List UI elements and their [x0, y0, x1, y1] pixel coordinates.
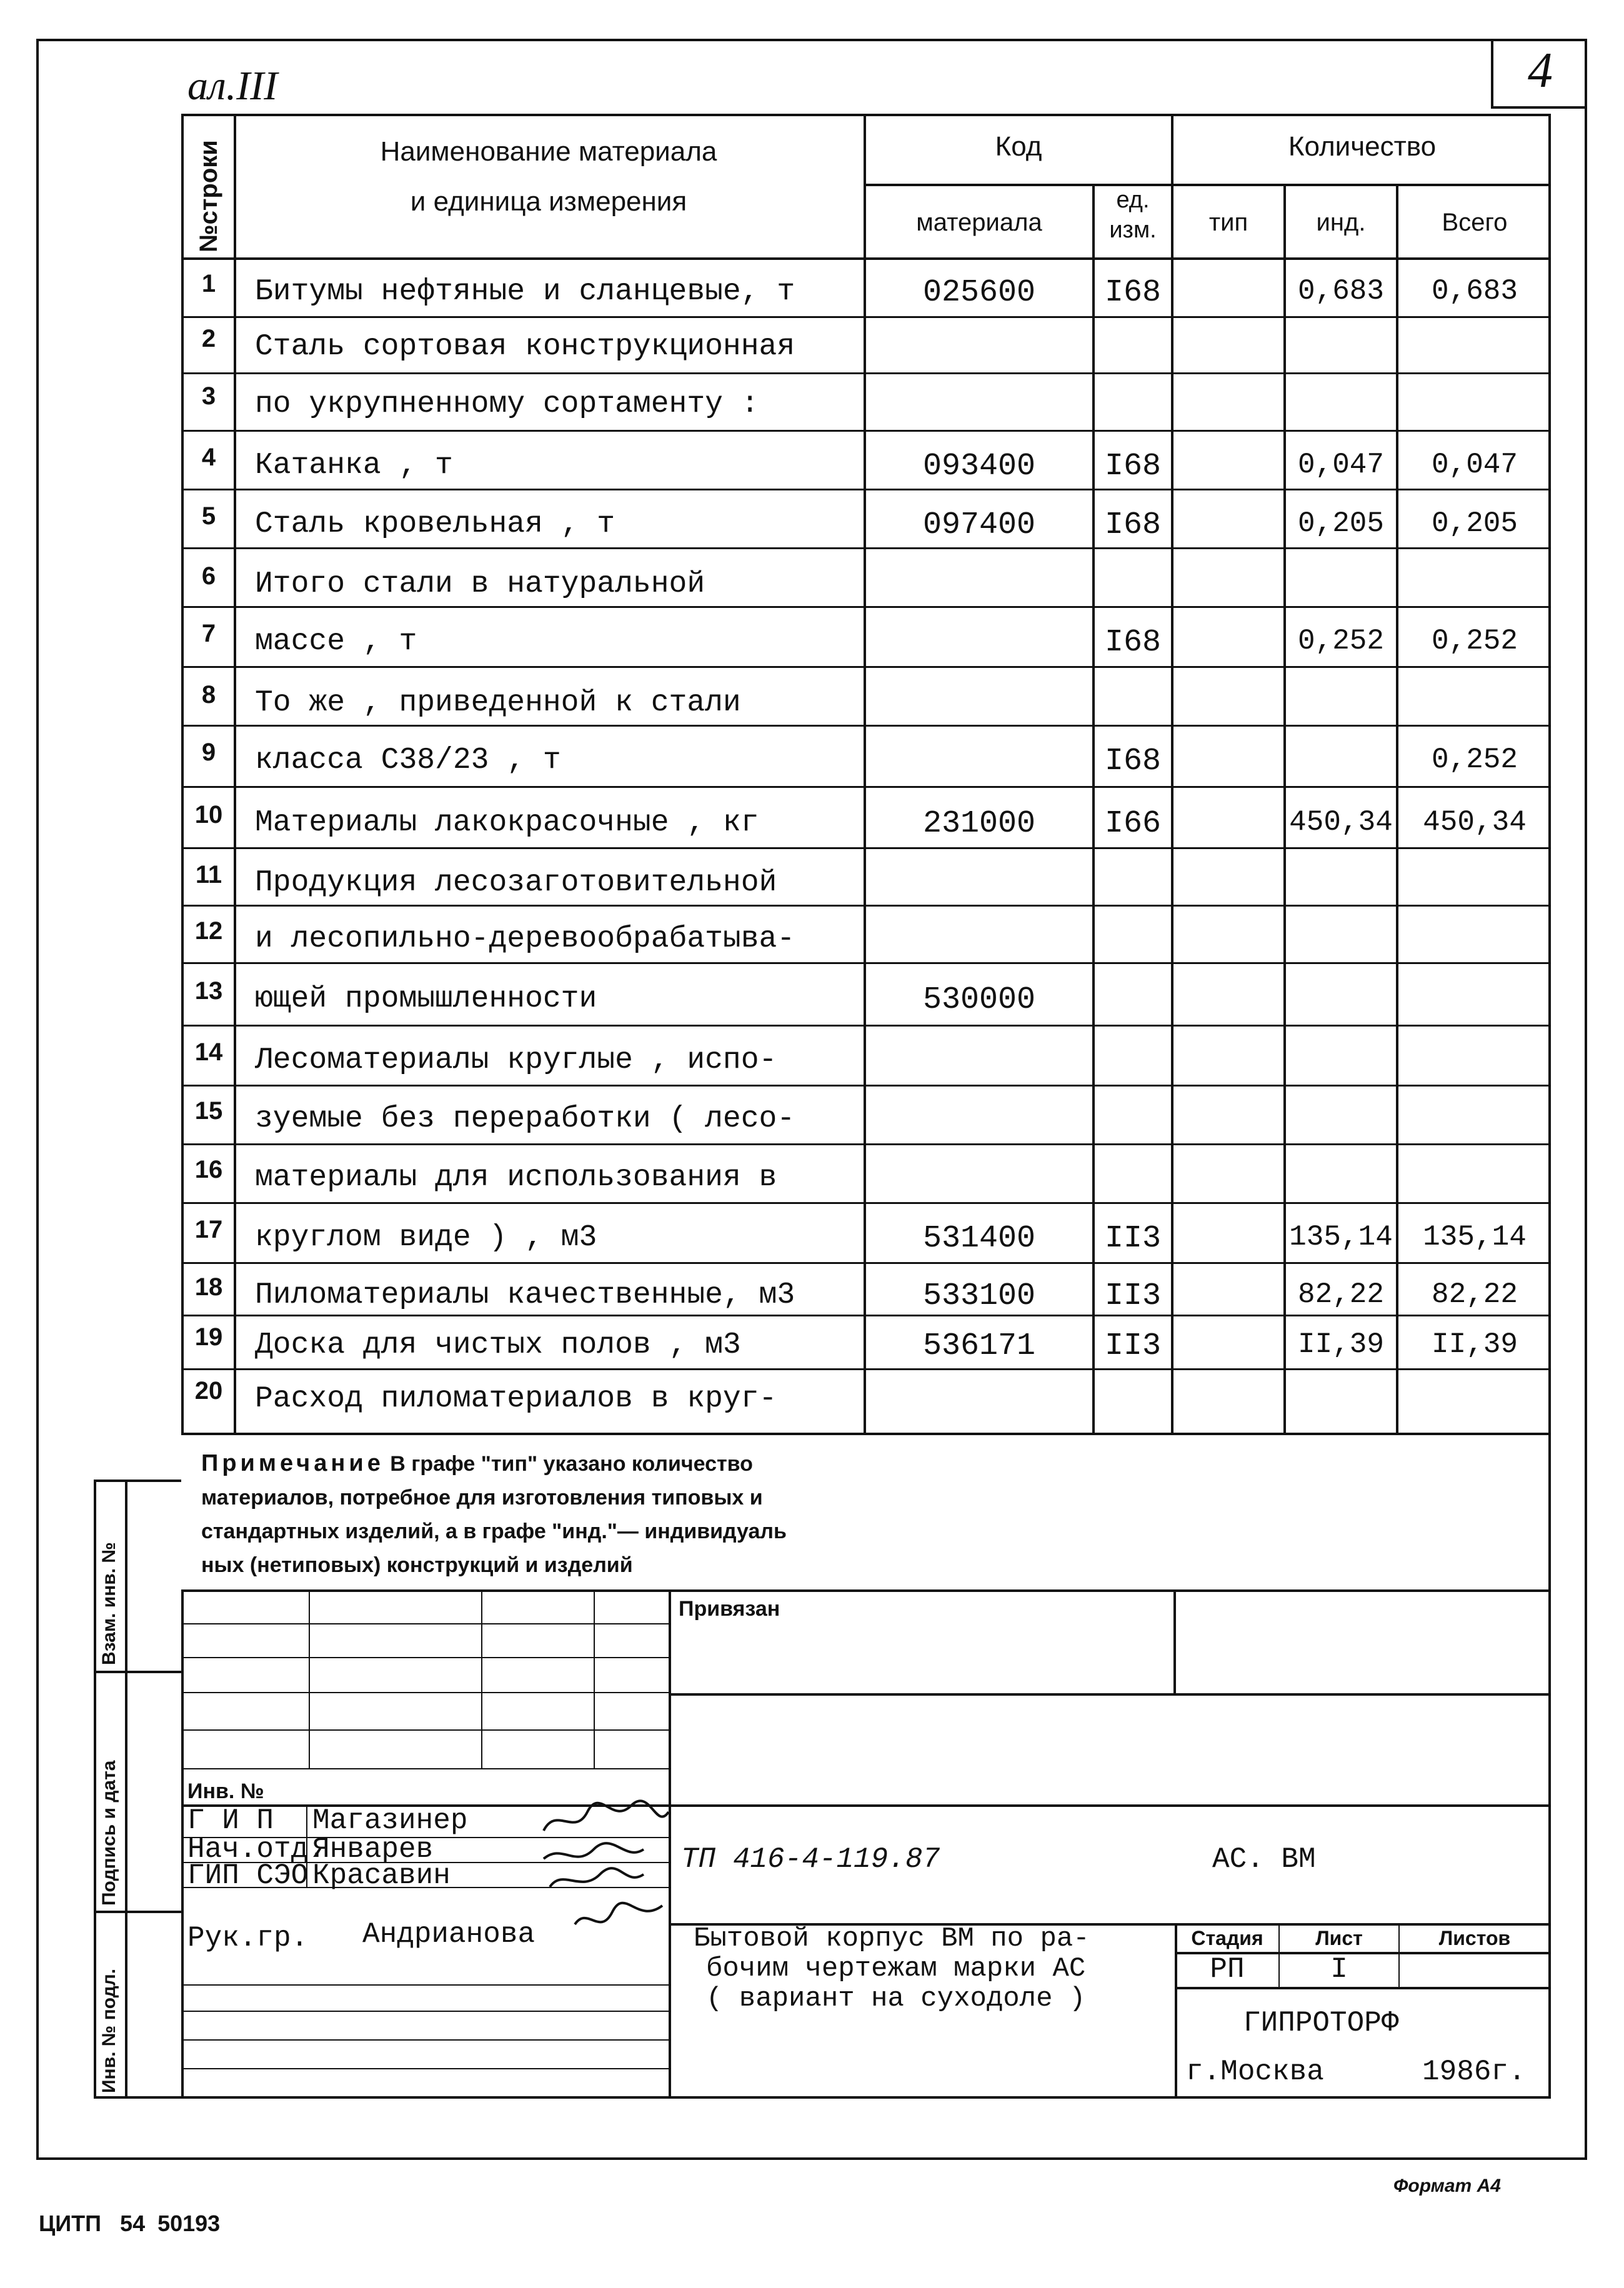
stamp-sheet-col [1398, 1923, 1400, 1987]
row-number: 19 [194, 1323, 223, 1351]
side-strip-div2 [94, 1911, 181, 1913]
material-name: Битумы нефтяные и сланцевые, т [255, 275, 795, 309]
row-divider [181, 489, 1551, 490]
note-line3: стандартных изделий, а в графе "инд."— индивидуаль [201, 1520, 787, 1543]
page-number-underline [1491, 106, 1587, 109]
material-code-header: материала [916, 209, 1042, 236]
stamp-top-line [181, 1589, 1551, 1592]
row-number: 17 [194, 1216, 223, 1243]
material-name: Сталь сортовая конструкционная [255, 330, 795, 364]
row-number: 7 [201, 620, 216, 647]
stamp-row-line [181, 2039, 669, 2041]
stamp-col4 [594, 1589, 595, 1769]
stamp-bottom-line [94, 2096, 1551, 2099]
qty-total: 450,34 [1423, 806, 1527, 838]
unit-code: II3 [1104, 1278, 1161, 1314]
stage-label: Стадия [1191, 1927, 1263, 1949]
row-number: 6 [201, 562, 216, 590]
qty-total: 82,22 [1431, 1278, 1518, 1311]
material-name: массе , т [255, 625, 417, 659]
person-name-gip-seo: Красавин [312, 1859, 451, 1892]
row-divider [181, 666, 1551, 668]
row-divider [181, 372, 1551, 374]
qty-ind: 0,683 [1297, 275, 1385, 307]
unit-code: I68 [1104, 449, 1161, 484]
material-name: Продукция лесозаготовительной [255, 866, 777, 900]
person-name-ruk: Андрианова [362, 1918, 536, 1951]
stamp-privyazan-bottom [669, 1693, 1551, 1696]
row-number: 18 [194, 1273, 223, 1301]
material-name: Лесоматериалы круглые , испо- [255, 1043, 777, 1077]
sheet-label: Лист [1315, 1927, 1363, 1949]
person-role-gip-seo: ГИП СЭО [187, 1859, 309, 1892]
material-name: круглом виде ) , м3 [255, 1221, 597, 1255]
material-code: 093400 [922, 449, 1036, 484]
city: г.Москва [1186, 2056, 1324, 2088]
album-mark: ал.III [187, 63, 278, 109]
material-name: Материалы лакокрасочные , кг [255, 806, 759, 840]
unit-code: II3 [1104, 1221, 1161, 1256]
print-code: ЦИТП 54 50193 [39, 2211, 221, 2236]
header-bottom-line [181, 257, 1551, 260]
organization: ГИПРОТОРФ [1243, 2007, 1399, 2039]
row-number: 10 [194, 801, 223, 828]
qty-total: 0,205 [1431, 507, 1518, 540]
row-divider [181, 847, 1551, 849]
row-number: 14 [194, 1038, 223, 1066]
person-name-nach: Январев [312, 1833, 434, 1866]
header-mid-line [864, 184, 1551, 186]
name-header-line2: и единица измерения [410, 186, 687, 217]
stamp-row-line [181, 2068, 669, 2069]
title-line3: ( вариант на суходоле ) [706, 1983, 1086, 2014]
row-divider [181, 1368, 1551, 1370]
row-number: 12 [194, 917, 223, 945]
material-name: ющей промышленности [255, 982, 597, 1016]
privyazan-label: Привязан [679, 1597, 780, 1621]
material-name: Итого стали в натуральной [255, 567, 705, 601]
type-header: тип [1208, 209, 1248, 236]
row-number: 8 [201, 681, 216, 709]
side-strip-top [94, 1480, 181, 1482]
signature-marks [537, 1799, 681, 1949]
title-line2: бочим чертежам марки АС [706, 1953, 1086, 1984]
stamp-row-line [181, 1657, 669, 1658]
unit-code: I66 [1104, 806, 1161, 842]
sheets-label: Листов [1438, 1927, 1511, 1949]
row-divider [181, 725, 1551, 727]
stamp-row-line [181, 2011, 669, 2012]
qty-ind: 0,047 [1297, 449, 1385, 481]
stamp-privyazan-divider [1173, 1589, 1176, 1694]
inv-no-label: Инв. № [187, 1779, 264, 1803]
stamp-row-line [181, 1692, 669, 1693]
note-line1: В графе "тип" указано количество [384, 1452, 753, 1476]
doc-mark: АС. ВМ [1212, 1843, 1316, 1876]
qty-total: 0,047 [1431, 449, 1518, 481]
stamp-row-line [181, 1729, 669, 1731]
unit-header-line2: изм. [1109, 217, 1157, 243]
row-number-header: №строки [195, 140, 222, 252]
row-number: 2 [201, 325, 216, 352]
material-code: 530000 [922, 982, 1036, 1018]
row-divider [181, 786, 1551, 788]
material-name: Сталь кровельная , т [255, 507, 615, 541]
ind-header: инд. [1316, 209, 1366, 236]
row-divider [181, 316, 1551, 318]
qty-ind: 82,22 [1297, 1278, 1385, 1311]
row-number: 5 [201, 502, 216, 530]
year: 1986г. [1422, 2056, 1526, 2088]
row-number: 11 [195, 861, 222, 888]
row-divider [181, 1025, 1551, 1027]
unit-header-line1: ед. [1116, 187, 1150, 213]
row-divider [181, 962, 1551, 964]
qty-ind: II,39 [1297, 1328, 1385, 1361]
stamp-col2 [309, 1589, 310, 1769]
material-name: класса С38/23 , т [255, 744, 561, 777]
unit-code: I68 [1104, 744, 1161, 779]
stamp-right-line [1548, 1435, 1551, 2097]
qty-total: 135,14 [1423, 1221, 1527, 1253]
material-code: 536171 [922, 1328, 1036, 1364]
material-code: 531400 [922, 1221, 1036, 1256]
qty-total: 0,252 [1431, 625, 1518, 657]
material-code: 533100 [922, 1278, 1036, 1314]
row-divider [181, 606, 1551, 608]
unit-code: I68 [1104, 275, 1161, 311]
qty-ind: 135,14 [1289, 1221, 1393, 1253]
row-divider [181, 905, 1551, 907]
unit-code: I68 [1104, 625, 1161, 660]
stamp-row-line [181, 1623, 669, 1624]
material-name: зуемые без переработки ( лесо- [255, 1102, 795, 1136]
material-name: Пиломатериалы качественные, м3 [255, 1278, 795, 1312]
material-name: по укрупненному сортаменту : [255, 387, 759, 421]
qty-total: II,39 [1431, 1328, 1518, 1361]
side-strip-inner [125, 1480, 127, 2098]
material-name: и лесопильно-деревообрабатыва- [255, 922, 795, 956]
code-header: Код [995, 131, 1042, 162]
unit-code: II3 [1104, 1328, 1161, 1364]
unit-code: I68 [1104, 507, 1161, 543]
material-code: 231000 [922, 806, 1036, 842]
side-label-inv: Инв. № подл. [99, 1968, 119, 2093]
stamp-stage-values-bottom [1175, 1987, 1551, 1989]
row-number: 1 [201, 270, 216, 297]
note-text [201, 1446, 787, 1582]
row-divider [181, 1315, 1551, 1316]
row-divider [181, 430, 1551, 432]
row-divider [181, 1143, 1551, 1145]
page-number: 4 [1528, 43, 1553, 98]
side-label-podpis: Подпись и дата [99, 1760, 119, 1906]
row-divider [181, 1202, 1551, 1204]
sheet-value: I [1330, 1953, 1348, 1986]
material-name: Катанка , т [255, 449, 453, 482]
row-divider [181, 547, 1551, 549]
material-name: материалы для использования в [255, 1161, 777, 1195]
stamp-col3 [481, 1589, 482, 1769]
row-number: 3 [201, 382, 216, 410]
stamp-row-line [181, 1768, 669, 1769]
side-label-vzam: Взам. инв. № [99, 1542, 119, 1665]
qty-ind: 0,252 [1297, 625, 1385, 657]
side-strip-div1 [94, 1671, 181, 1673]
person-role-ruk: Рук.гр. [187, 1922, 309, 1954]
total-header: Всего [1442, 209, 1508, 236]
format-label: Формат А4 [1393, 2176, 1501, 2196]
col-line-unit [1171, 114, 1173, 1435]
row-divider [181, 1262, 1551, 1264]
side-strip-outer [94, 1480, 96, 2098]
row-number: 20 [194, 1377, 223, 1405]
note-line2: материалов, потребное для изготовления типовых и [201, 1486, 763, 1510]
row-number: 16 [194, 1156, 223, 1183]
person-name-gip: Магазинер [312, 1804, 468, 1837]
person-role-gip: Г И П [187, 1804, 274, 1837]
row-number: 15 [194, 1097, 223, 1125]
quantity-header: Количество [1288, 131, 1437, 162]
col-line-rownum [234, 114, 236, 1435]
qty-ind: 0,205 [1297, 507, 1385, 540]
material-name: Расход пиломатериалов в круг- [255, 1382, 777, 1416]
name-header-line1: Наименование материала [380, 136, 717, 167]
stage-value: РП [1210, 1953, 1245, 1986]
title-line1: Бытовой корпус ВМ по ра- [694, 1923, 1090, 1954]
stamp-row-line [181, 1984, 669, 1986]
person-role-nach: Нач.отд. [187, 1833, 326, 1866]
row-number: 13 [194, 977, 223, 1005]
note-lead: Примечание [201, 1450, 384, 1476]
qty-ind: 450,34 [1289, 806, 1393, 838]
stamp-col1 [181, 1589, 184, 2097]
qty-total: 0,252 [1431, 744, 1518, 776]
stamp-stage-col [1278, 1923, 1280, 1987]
material-name: То же , приведенной к стали [255, 686, 741, 720]
row-divider [181, 1085, 1551, 1087]
note-line4: ных (нетиповых) конструкций и изделий [201, 1553, 633, 1577]
row-number: 4 [201, 444, 216, 471]
material-code: 025600 [922, 275, 1036, 311]
row-number: 9 [201, 739, 216, 766]
material-code: 097400 [922, 507, 1036, 543]
qty-total: 0,683 [1431, 275, 1518, 307]
doc-code: ТП 416-4-119.87 [681, 1843, 940, 1876]
material-name: Доска для чистых полов , м3 [255, 1328, 741, 1362]
